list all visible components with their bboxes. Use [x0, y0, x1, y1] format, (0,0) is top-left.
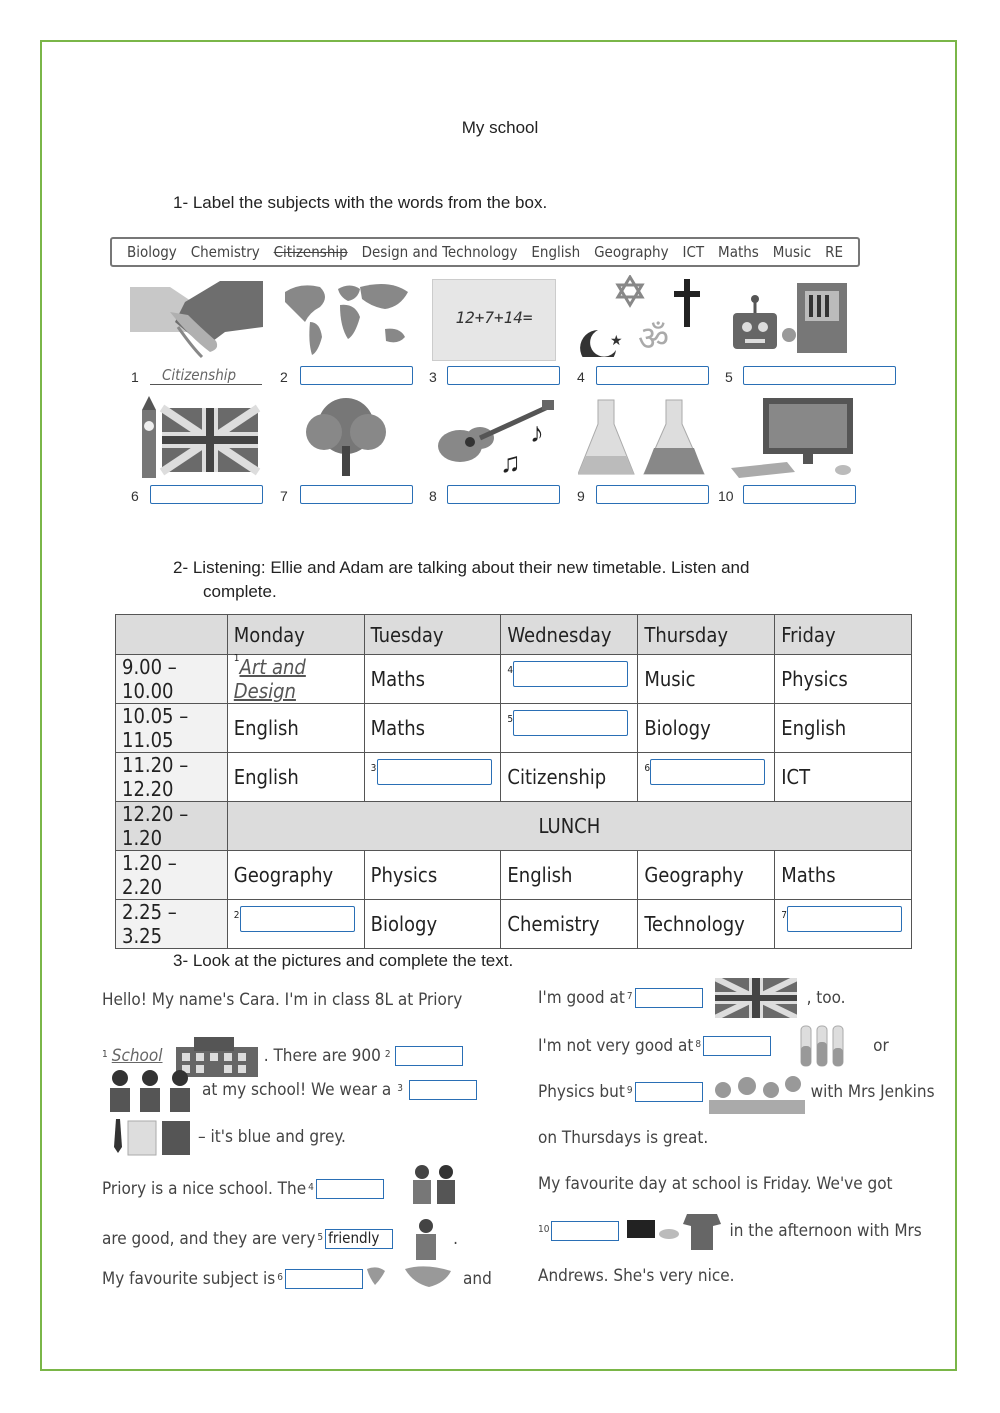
q1-input-9[interactable]	[596, 485, 709, 504]
table-cell: ICT	[775, 753, 912, 802]
table-cell	[501, 704, 638, 753]
flasks-icon	[578, 396, 711, 478]
q1-input-7[interactable]	[300, 485, 413, 504]
text-input-5[interactable]: friendly	[325, 1229, 393, 1249]
teacher-icon	[411, 1218, 441, 1260]
table-cell	[775, 900, 912, 949]
q1-input-6[interactable]	[150, 485, 263, 504]
table-row	[116, 704, 912, 753]
gap-number: 9	[626, 1084, 633, 1096]
q1-number-7: 7	[280, 488, 288, 504]
text-segment: My favourite subject is	[102, 1269, 276, 1289]
flowers-icon	[709, 1070, 805, 1114]
table-cell	[501, 655, 638, 704]
word-maths: Maths	[718, 243, 759, 261]
header-friday: Friday	[775, 615, 912, 655]
time-cell: 11.20 – 12.20	[116, 753, 228, 802]
text-input-4[interactable]	[316, 1179, 384, 1199]
example-answer: Art and Design	[233, 655, 306, 703]
maps-icon	[365, 1263, 455, 1295]
table-row	[116, 753, 912, 802]
text-line-r7: Andrews. She's very nice.	[538, 1266, 735, 1286]
text-line-1: Hello! My name's Cara. I'm in class 8L at Priory	[102, 990, 463, 1010]
q1-answer-1: Citizenship	[150, 366, 262, 385]
q1-number-9: 9	[577, 488, 585, 504]
big-ben-flag-icon	[130, 396, 263, 478]
gap-number: 3	[370, 763, 377, 774]
table-cell: Biology	[364, 900, 501, 949]
text-line-4	[110, 1117, 346, 1157]
text-segment: .	[453, 1229, 458, 1249]
q1-input-4[interactable]	[596, 366, 709, 385]
students-icon	[106, 1068, 196, 1112]
table-row	[116, 851, 912, 900]
text-line-r1	[538, 978, 846, 1018]
q1-input-8[interactable]	[447, 485, 560, 504]
q2-instruction: 2- Listening: Ellie and Adam are talking about their new timetable. Listen and	[173, 558, 750, 577]
text-input-7[interactable]	[635, 988, 703, 1008]
gap-number: 1	[233, 653, 240, 664]
text-line-r5: My favourite day at school is Friday. We've got	[538, 1174, 893, 1194]
table-cell: Music	[638, 655, 775, 704]
gap-number: 8	[695, 1038, 702, 1050]
q1-number-2: 2	[280, 369, 288, 385]
teachers-icon	[408, 1164, 464, 1204]
table-cell: English	[501, 851, 638, 900]
tree-icon	[280, 396, 413, 478]
table-cell: English	[227, 704, 364, 753]
page-title: My school	[461, 118, 539, 137]
q1-number-4: 4	[577, 369, 585, 385]
text-line-r2	[538, 1024, 889, 1068]
q2-instruction-cont: complete.	[203, 582, 277, 601]
svg-text:ॐ: ॐ	[638, 319, 670, 357]
gap-number: 5	[317, 1231, 324, 1243]
table-cell: Citizenship	[501, 753, 638, 802]
timetable-input-2[interactable]	[240, 906, 355, 932]
handshake-icon	[130, 277, 263, 359]
text-segment: – it's blue and grey.	[198, 1127, 346, 1147]
table-row	[116, 655, 912, 704]
table-cell: Chemistry	[501, 900, 638, 949]
word-english: English	[531, 243, 581, 261]
lunch-cell: LUNCH	[227, 802, 911, 851]
text-line-5	[102, 1174, 464, 1204]
gap-number: 5	[507, 714, 514, 725]
q3-instruction: 3- Look at the pictures and complete the text.	[173, 951, 514, 970]
word-design-technology: Design and Technology	[361, 243, 518, 261]
gap-number: 1	[102, 1048, 108, 1060]
time-cell: 9.00 – 10.00	[116, 655, 228, 704]
svg-text:♪: ♪	[530, 417, 544, 448]
sum-text: 12+7+14=	[455, 308, 533, 327]
word-ict: ICT	[682, 243, 705, 261]
table-cell: Geography	[638, 851, 775, 900]
text-segment: , too.	[806, 988, 846, 1008]
text-input-10[interactable]	[551, 1221, 619, 1241]
text-line-r4: on Thursdays is great.	[538, 1128, 709, 1148]
word-re: RE	[825, 243, 843, 261]
table-row-lunch	[116, 802, 912, 851]
q1-number-3: 3	[429, 369, 437, 385]
timetable-input-7[interactable]	[787, 906, 902, 932]
q1-number-5: 5	[725, 369, 733, 385]
sum-note-icon	[432, 279, 556, 361]
timetable-input-6[interactable]	[650, 759, 765, 785]
q1-number-1: 1	[131, 369, 139, 385]
computer-icon	[727, 396, 860, 478]
text-input-8[interactable]	[703, 1036, 771, 1056]
time-cell: 12.20 – 1.20	[116, 802, 228, 851]
word-box	[110, 237, 860, 267]
table-cell: Maths	[364, 655, 501, 704]
timetable-input-4[interactable]	[513, 661, 628, 687]
text-segment: Physics but	[538, 1082, 625, 1102]
table-cell: Technology	[638, 900, 775, 949]
table-cell	[638, 753, 775, 802]
text-line-6	[102, 1218, 458, 1260]
q1-input-3[interactable]	[447, 366, 560, 385]
timetable-input-3[interactable]	[377, 759, 492, 785]
gap-number: 4	[507, 665, 514, 676]
q1-number-6: 6	[131, 488, 139, 504]
word-geography: Geography	[594, 243, 669, 261]
text-segment: or	[873, 1036, 889, 1056]
word-chemistry: Chemistry	[190, 243, 260, 261]
text-segment: in the afternoon with Mrs	[729, 1221, 922, 1241]
time-cell: 10.05 – 11.05	[116, 704, 228, 753]
q1-number-8: 8	[429, 488, 437, 504]
text-line-r6	[538, 1210, 922, 1252]
timetable-header-row	[116, 615, 912, 655]
header-tuesday: Tuesday	[364, 615, 501, 655]
svg-text:♫: ♫	[500, 447, 521, 478]
gap-number: 2	[233, 910, 240, 921]
text-input-9[interactable]	[635, 1082, 703, 1102]
word-biology: Biology	[126, 243, 177, 261]
table-cell: English	[227, 753, 364, 802]
uk-flag-icon	[715, 978, 797, 1018]
world-map-icon	[280, 277, 413, 359]
q1-instruction: 1- Label the subjects with the words from the box.	[173, 193, 548, 212]
gap-number: 7	[626, 990, 633, 1002]
gap-number: 10	[538, 1223, 550, 1235]
robot-icon	[727, 277, 860, 359]
text-input-6[interactable]	[285, 1269, 363, 1289]
table-cell: Biology	[638, 704, 775, 753]
table-cell: Maths	[775, 851, 912, 900]
gap-number: 4	[308, 1181, 314, 1193]
header-blank	[116, 615, 228, 655]
text-line-3	[106, 1068, 477, 1112]
q1-number-10: 10	[718, 488, 734, 504]
test-tubes-icon	[797, 1024, 849, 1068]
table-cell: Physics	[775, 655, 912, 704]
text-segment: with Mrs Jenkins	[810, 1082, 935, 1102]
table-cell: Geography	[227, 851, 364, 900]
example-answer: School	[111, 1046, 163, 1066]
table-cell: English	[775, 704, 912, 753]
table-cell	[227, 655, 364, 704]
gap-number: 3	[397, 1082, 403, 1094]
gap-number: 2	[384, 1048, 391, 1060]
table-row	[116, 900, 912, 949]
table-cell: Physics	[364, 851, 501, 900]
guitar-notes-icon	[430, 396, 563, 478]
gap-number: 6	[277, 1271, 283, 1283]
text-line-7	[102, 1263, 492, 1295]
table-cell: Maths	[364, 704, 501, 753]
header-wednesday: Wednesday	[501, 615, 638, 655]
text-segment: are good, and they are very	[102, 1229, 316, 1249]
text-segment: I'm good at	[538, 988, 625, 1008]
q1-input-2[interactable]	[300, 366, 413, 385]
header-thursday: Thursday	[638, 615, 775, 655]
gap-number: 6	[644, 763, 651, 774]
text-segment: at my school! We wear a	[202, 1080, 392, 1100]
table-cell	[364, 753, 501, 802]
text-segment: . There are 900	[263, 1046, 381, 1066]
word-music: Music	[772, 243, 812, 261]
text-input-2[interactable]	[395, 1046, 463, 1066]
timetable	[115, 614, 912, 949]
q1-input-10[interactable]	[743, 485, 856, 504]
pe-kit-icon	[625, 1210, 721, 1252]
time-cell: 2.25 – 3.25	[116, 900, 228, 949]
timetable-input-5[interactable]	[513, 710, 628, 736]
text-line-r3	[538, 1070, 935, 1114]
text-segment: and	[463, 1269, 492, 1289]
text-input-3[interactable]	[409, 1080, 477, 1100]
text-segment: Priory is a nice school. The	[102, 1179, 307, 1199]
table-cell	[227, 900, 364, 949]
uniform-icon	[110, 1117, 192, 1157]
text-segment: I'm not very good at	[538, 1036, 694, 1056]
word-citizenship: Citizenship	[273, 243, 348, 261]
header-monday: Monday	[227, 615, 364, 655]
time-cell: 1.20 – 2.20	[116, 851, 228, 900]
q1-input-5[interactable]	[743, 366, 896, 385]
religious-symbols-icon	[578, 275, 711, 357]
gap-number: 7	[781, 910, 787, 921]
svg-text:★: ★	[610, 332, 623, 348]
